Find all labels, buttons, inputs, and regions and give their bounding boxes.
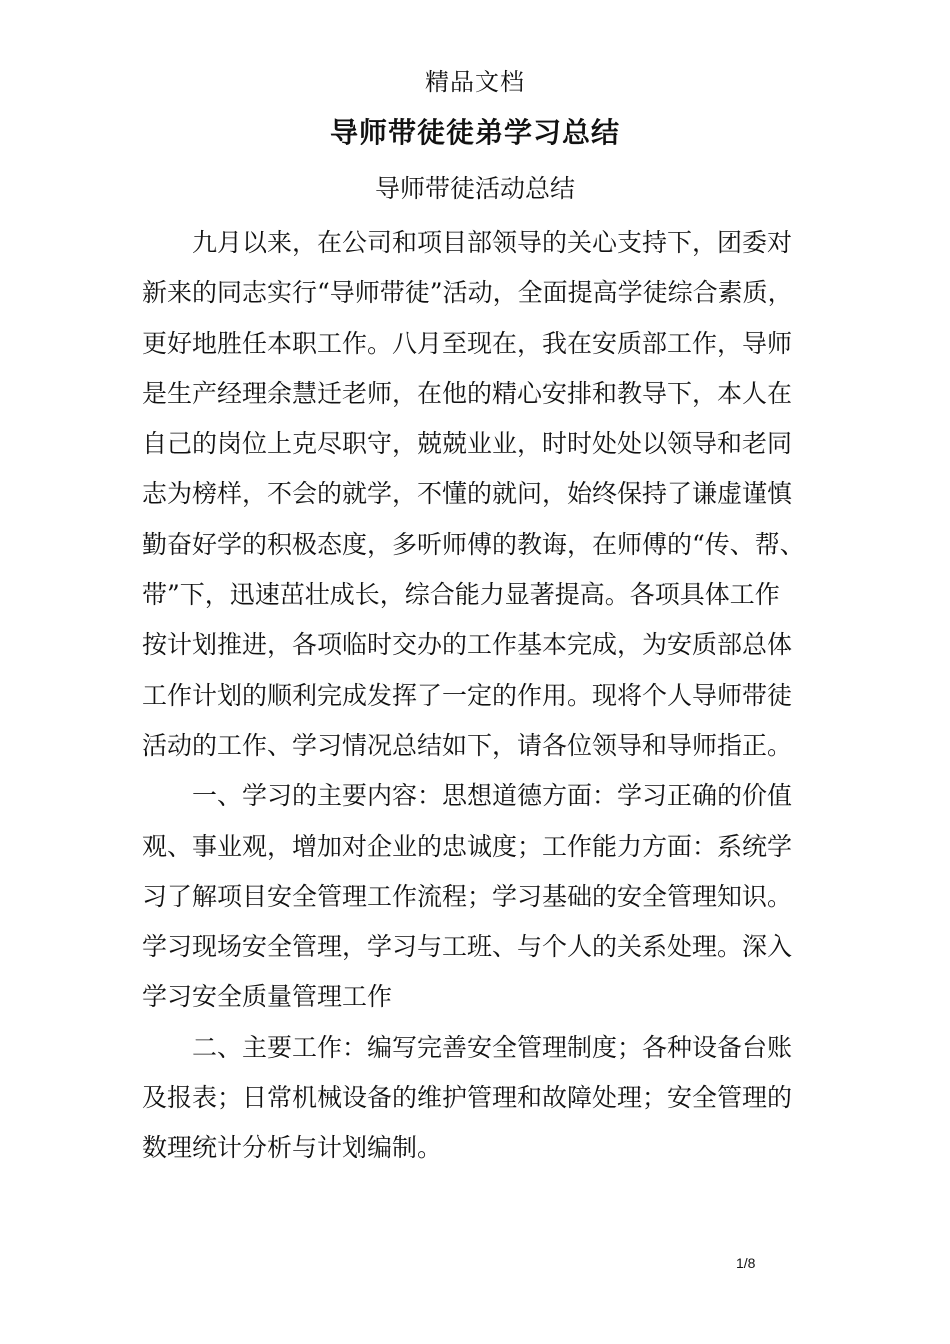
body-line: 活动的工作、学习情况总结如下，请各位领导和导师指正。 <box>142 730 793 760</box>
body-line: 志为榜样，不会的就学，不懂的就问，始终保持了谦虚谨慎 <box>142 479 793 509</box>
body-line: 新来的同志实行“导师带徒”活动，全面提高学徒综合素质， <box>142 278 793 308</box>
body-line: 更好地胜任本职工作。八月至现在，我在安质部工作，导师 <box>142 328 793 358</box>
header-label: 精品文档 <box>425 68 525 96</box>
body-line: 二、主要工作：编写完善安全管理制度；各种设备台账 <box>142 1032 793 1062</box>
body-line: 学习安全质量管理工作 <box>142 982 393 1012</box>
body-line: 数理统计分析与计划编制。 <box>142 1133 443 1163</box>
body-line: 是生产经理余慧迁老师，在他的精心安排和教导下，本人在 <box>142 378 793 408</box>
document-body <box>142 218 842 1174</box>
body-line: 学习现场安全管理，学习与工班、与个人的关系处理。深入 <box>142 932 793 962</box>
body-line: 按计划推进，各项临时交办的工作基本完成，为安质部总体 <box>142 630 793 660</box>
document-subtitle: 导师带徒活动总结 <box>374 174 575 203</box>
page-number: 1/8 <box>736 1255 756 1271</box>
body-line: 及报表；日常机械设备的维护管理和故障处理；安全管理的 <box>142 1083 793 1113</box>
document-title: 导师带徒徒弟学习总结 <box>329 116 620 149</box>
body-line: 自己的岗位上克尽职守，兢兢业业，时时处处以领导和老同 <box>142 429 793 459</box>
body-line: 工作计划的顺利完成发挥了一定的作用。现将个人导师带徒 <box>142 680 793 710</box>
body-line: 带”下，迅速茁壮成长，综合能力显著提高。各项具体工作 <box>142 580 780 610</box>
body-line: 一、学习的主要内容：思想道德方面：学习正确的价值 <box>142 781 793 811</box>
body-line: 九月以来，在公司和项目部领导的关心支持下，团委对 <box>142 228 793 257</box>
body-line: 观、事业观，增加对企业的忠诚度；工作能力方面：系统学 <box>142 831 793 861</box>
body-line: 习了解项目安全管理工作流程；学习基础的安全管理知识。 <box>142 881 793 911</box>
body-line: 勤奋好学的积极态度，多听师傅的教诲，在师傅的“传、帮、 <box>142 529 805 559</box>
